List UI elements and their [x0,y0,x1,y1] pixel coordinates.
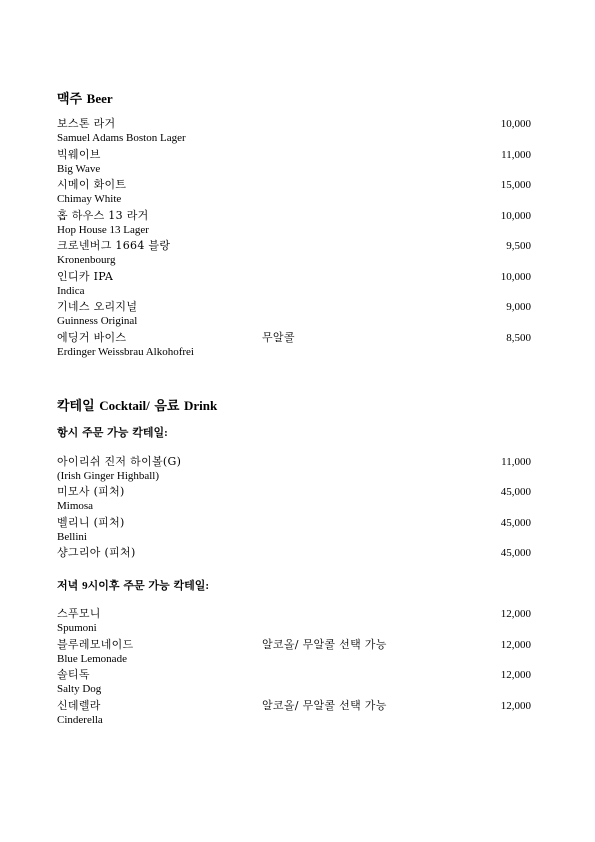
item-name-ko: 시메이 화이트 [57,178,127,191]
evening-title-post: 시이후 주문 가능 칵테일 [87,579,206,592]
always-title: 항시 주문 가능 칵테일 [57,426,165,439]
item-price: 10,000 [500,118,531,130]
evening-subtitle [57,577,209,593]
item-price: 12,000 [500,639,531,651]
item-name-en: Hop House 13 Lager [57,224,149,236]
item-name-ko: 빅웨이브 [57,148,101,161]
item-name-en: Big Wave [57,163,101,175]
item-name-en: Indica [57,285,85,297]
item-name-ko: 크로넨버그 1664 블랑 [57,239,171,252]
beer-title-en: Beer [86,91,113,106]
item-price: 12,000 [500,700,531,712]
item-name-ko: 블루레모네이드 [57,638,134,651]
always-title-colon: : [164,427,168,439]
evening-title-pre: 저녁 [57,579,79,592]
cocktail-title-ko: 칵테일 [57,399,95,414]
beer-section-title [57,88,113,107]
menu-item [57,485,531,515]
item-name-ko: 기네스 오리지널 [57,300,138,313]
item-name-en: Samuel Adams Boston Lager [57,132,186,144]
evening-title-colon: : [205,580,210,592]
menu-item [57,148,531,178]
evening-title-num: 9 [82,580,88,592]
item-name-ko: 아이리쉬 진저 하이볼(G) [57,455,182,468]
menu-item [57,270,531,300]
item-price: 45,000 [500,486,531,498]
drink-title-en: Drink [183,398,218,413]
item-price: 9,000 [506,301,531,313]
menu-item [57,117,531,147]
item-name-en: Cinderella [57,714,103,726]
item-note: 알코올/ 무알콜 선택 가능 [262,638,387,651]
item-name-en: Spumoni [57,622,97,634]
menu-item [57,607,531,637]
menu-item [57,668,531,698]
item-name-ko: 보스톤 라거 [57,117,116,130]
item-name-en: (Irish Ginger Highball) [57,470,160,482]
drink-title-ko: 음료 [154,399,180,414]
item-name-en: Mimosa [57,500,94,512]
menu-item [57,239,531,269]
menu-item [57,209,531,239]
cocktail-title-en: Cocktail/ [99,398,150,413]
item-price: 9,500 [506,240,531,252]
cocktail-section-title [57,395,217,414]
item-price: 15,000 [500,179,531,191]
item-name-en: Bellini [57,531,87,543]
menu-item [57,331,531,361]
item-name-en: Erdinger Weissbrau Alkohofrei [57,346,194,358]
menu-item [57,455,531,485]
item-name-en: Guinness Original [57,315,138,327]
item-name-ko: 신데렐라 [57,699,101,712]
item-name-en: Chimay White [57,193,122,205]
item-price: 8,500 [506,332,531,344]
item-name-ko: 솔티독 [57,668,90,681]
menu-item [57,516,531,546]
item-note: 무알콜 [262,331,295,344]
item-price: 11,000 [501,456,531,468]
item-name-ko: 스푸모니 [57,607,101,620]
item-name-en: Kronenbourg [57,254,116,266]
menu-item [57,178,531,208]
item-price: 45,000 [500,517,531,529]
item-name-ko: 인디카 IPA [57,270,114,283]
item-price: 45,000 [500,547,531,559]
item-name-ko: 미모사 (피처) [57,485,125,498]
always-available-subtitle [57,424,168,440]
item-price: 12,000 [500,608,531,620]
item-name-ko: 홉 하우스 13 라거 [57,209,149,222]
item-name-ko: 에딩거 바이스 [57,331,127,344]
menu-item [57,300,531,330]
item-name-ko: 벨리니 (피처) [57,516,125,529]
menu-item [57,699,531,729]
menu-item [57,638,531,668]
item-price: 10,000 [500,271,531,283]
item-note: 알코올/ 무알콜 선택 가능 [262,699,387,712]
item-price: 12,000 [500,669,531,681]
item-name-en: Blue Lemonade [57,653,127,665]
beer-title-ko: 맥주 [57,92,83,107]
menu-item [57,546,531,576]
item-name-ko: 샹그리아 (피처) [57,546,136,559]
item-price: 10,000 [500,210,531,222]
item-name-en: Salty Dog [57,683,102,695]
item-price: 11,000 [501,149,531,161]
